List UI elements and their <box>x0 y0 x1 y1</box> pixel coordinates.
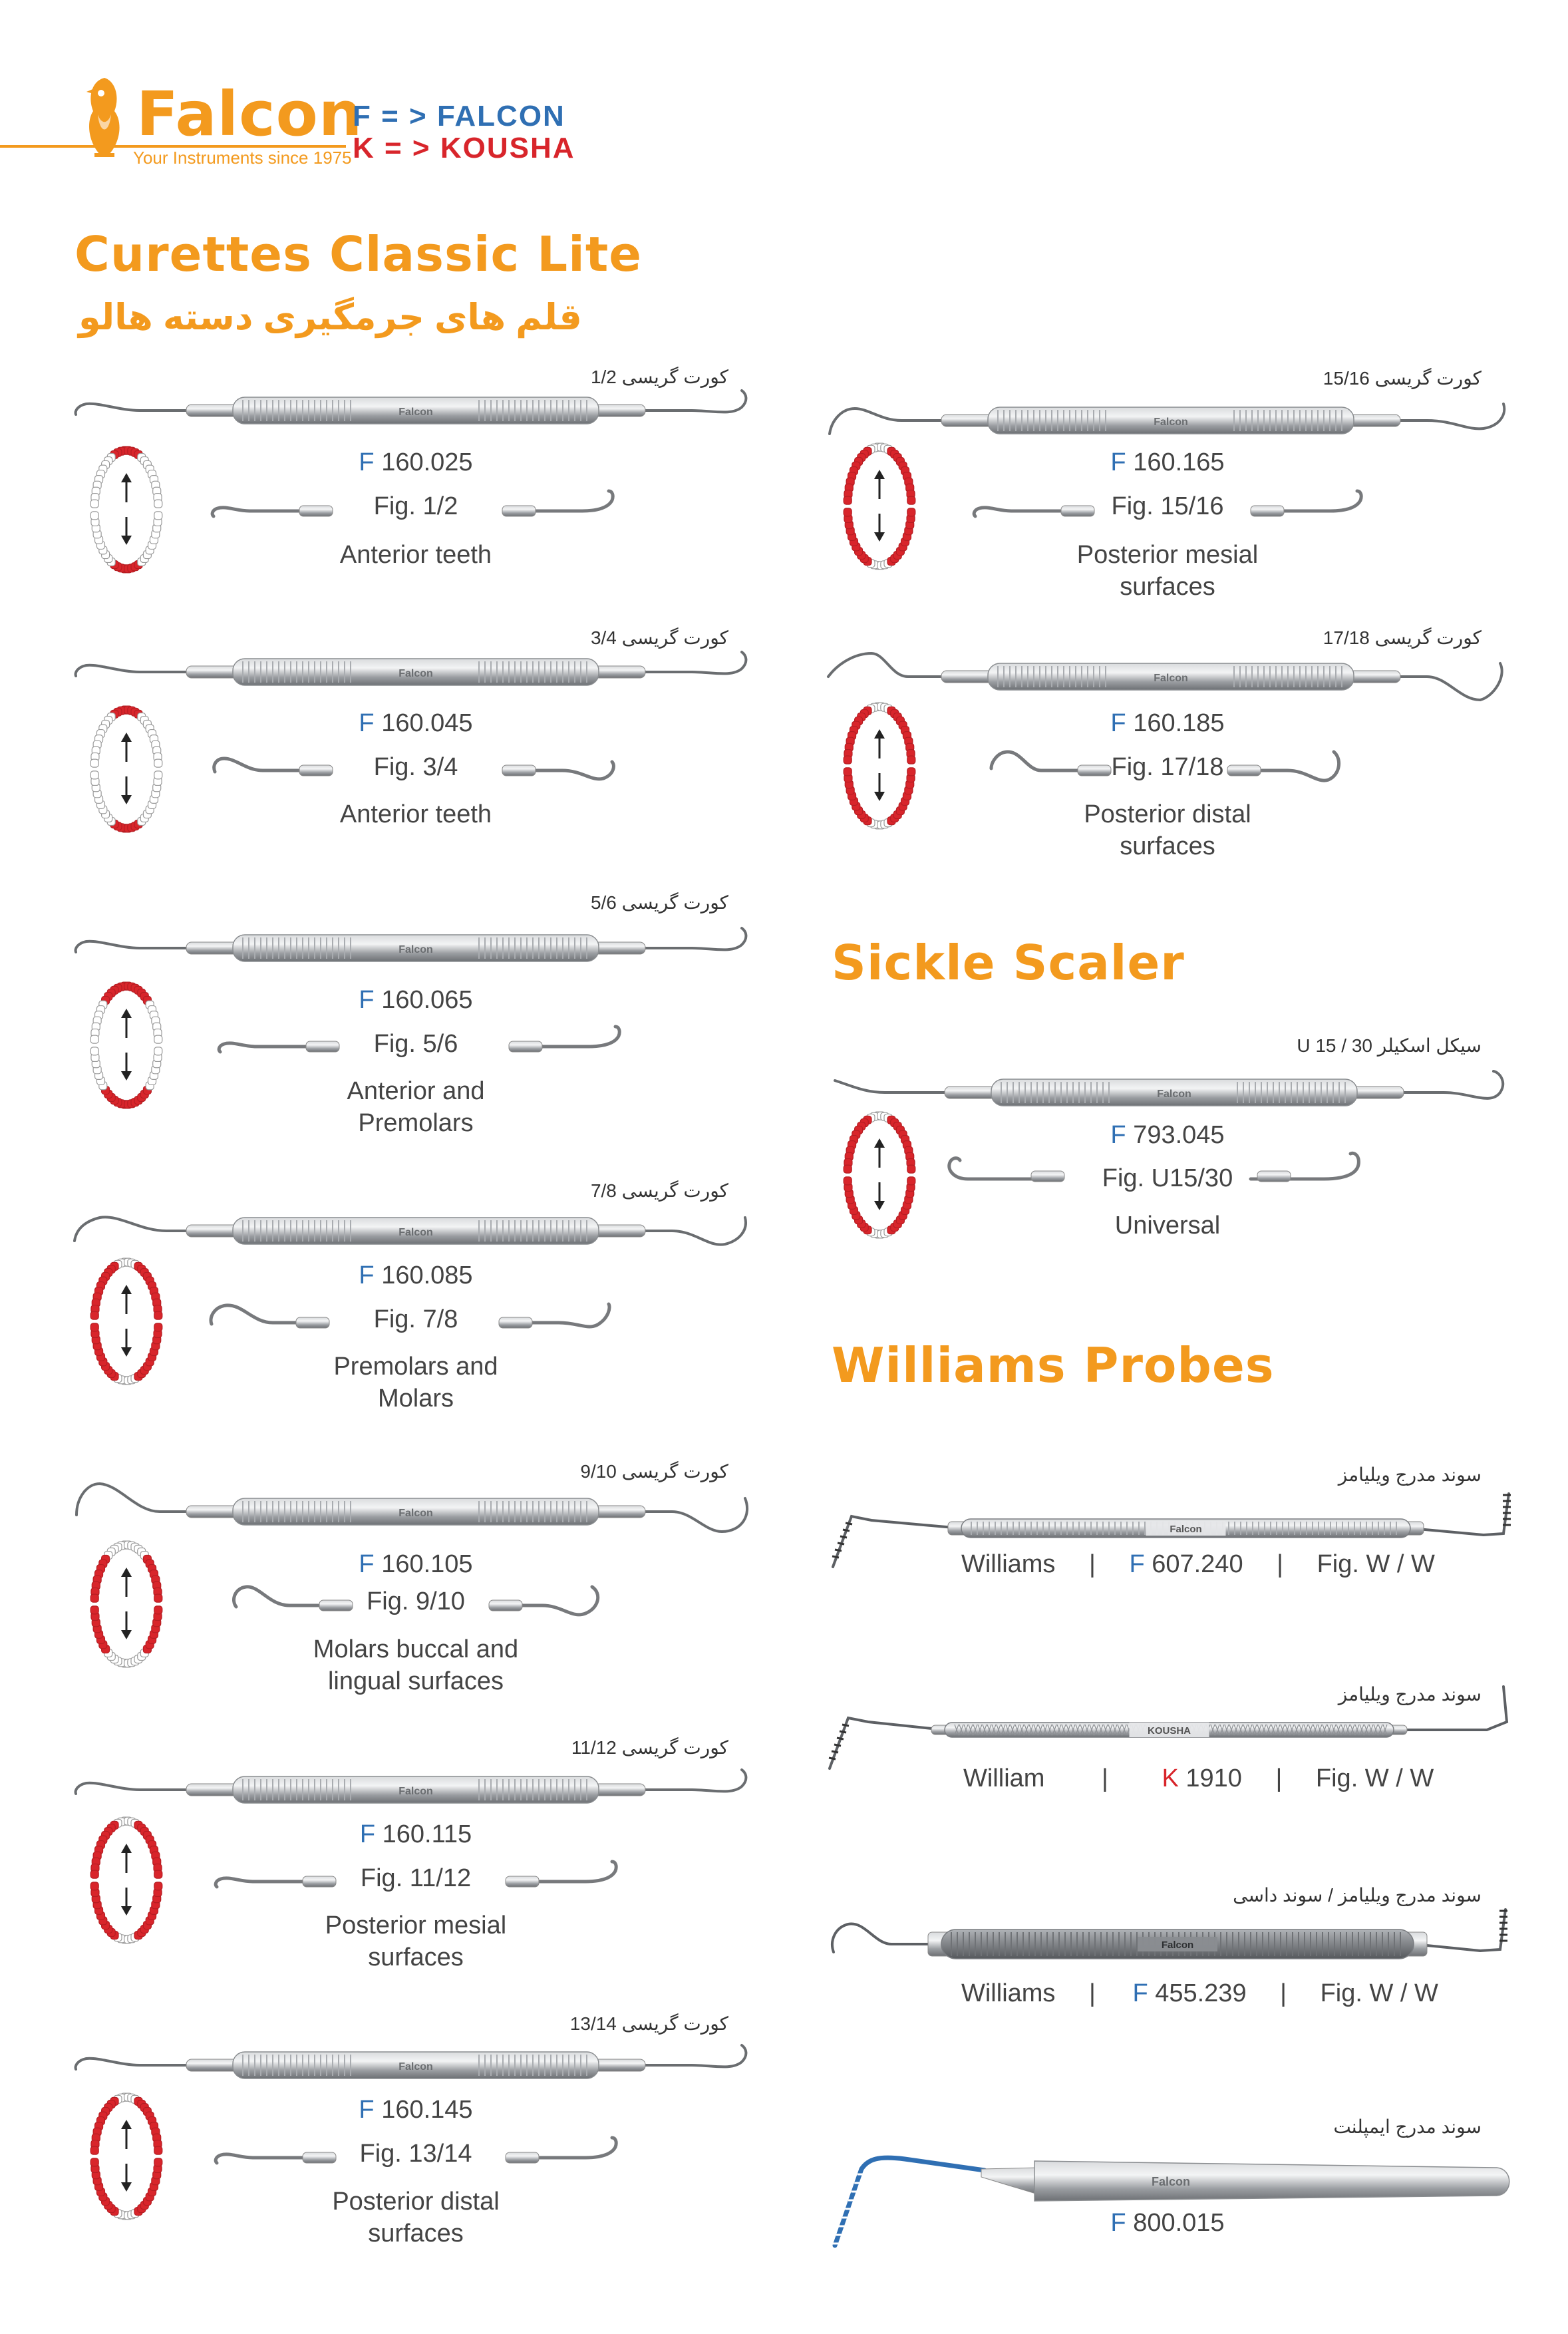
legend-falcon: F = > FALCON <box>353 100 565 132</box>
svg-text:Falcon: Falcon <box>398 1786 433 1797</box>
section-title-sickle-scaler: Sickle Scaler <box>832 935 1185 991</box>
product-code: F 793.045 <box>1110 1121 1225 1149</box>
falcon-bird-logo-icon <box>75 75 134 161</box>
curette-instrument-image <box>73 1762 758 1815</box>
usage-description: Anterior teeth <box>339 541 492 569</box>
product-code: F 160.115 <box>359 1820 472 1848</box>
svg-text:Falcon: Falcon <box>398 2061 433 2073</box>
curette-instrument-image <box>73 644 758 697</box>
williams-probe-image <box>828 1903 1513 1979</box>
usage-description: Posterior distal surfaces <box>1084 800 1251 860</box>
curette-farsi-label: کورت گریسی 9/10 <box>580 1461 728 1482</box>
curette-instrument-image <box>73 1484 758 1537</box>
figure-number: Fig. U15/30 <box>1102 1164 1233 1192</box>
usage-description: Molars buccal and lingual surfaces <box>313 1635 519 1695</box>
probe-info-row: Williams | F 455.239 | Fig. W / W <box>961 1979 1438 2007</box>
product-code: F 160.085 <box>359 1261 473 1289</box>
usage-description: Posterior distal surfaces <box>332 2188 500 2248</box>
curette-farsi-label: کورت گریسی 11/12 <box>571 1737 728 1758</box>
probe-info-row: Williams | F 607.240 | Fig. W / W <box>961 1550 1435 1578</box>
product-code: F 160.165 <box>1110 448 1225 476</box>
svg-text:Falcon: Falcon <box>1154 417 1188 428</box>
curette-instrument-image <box>73 383 758 436</box>
section-title-curettes: Curettes Classic Lite <box>75 226 643 282</box>
usage-description: Posterior mesial surfaces <box>1076 541 1259 601</box>
svg-text:KOUSHA: KOUSHA <box>1147 1725 1191 1737</box>
curette-instrument-image <box>828 649 1513 702</box>
svg-text:Falcon: Falcon <box>1170 1524 1202 1535</box>
curette-farsi-label: کورت گریسی 3/4 <box>590 627 728 648</box>
product-code: F 160.145 <box>359 2096 473 2124</box>
sickle-scaler-instrument-image <box>832 1065 1517 1118</box>
svg-text:Falcon: Falcon <box>398 1227 433 1238</box>
dental-arch-diagram-icon <box>840 1108 919 1244</box>
curette-farsi-label: کورت گریسی 1/2 <box>590 367 728 387</box>
svg-text:Falcon: Falcon <box>1151 2175 1191 2188</box>
usage-description: Premolars and Molars <box>333 1353 498 1413</box>
svg-text:Falcon: Falcon <box>398 944 433 955</box>
curette-farsi-label: کورت گریسی 13/14 <box>569 2013 728 2034</box>
svg-text:Falcon: Falcon <box>1157 1088 1191 1100</box>
figure-number: Fig. 13/14 <box>359 2140 472 2168</box>
probe-farsi-label: سوند مدرج ویلیامز <box>1338 1464 1482 1485</box>
section-title-curettes-farsi: قلم های جرمگیری دسته هالو <box>78 297 582 337</box>
curette-farsi-label: کورت گریسی 17/18 <box>1323 627 1482 648</box>
dental-arch-diagram-icon <box>86 1254 166 1391</box>
curette-instrument-image <box>73 1203 758 1256</box>
figure-number: Fig. 3/4 <box>373 753 458 781</box>
brand-tagline: Your Instruments since 1975 <box>133 148 352 168</box>
svg-text:Falcon: Falcon <box>1161 1939 1194 1951</box>
curette-farsi-label: کورت گریسی 7/8 <box>590 1180 728 1201</box>
figure-number: Fig. 5/6 <box>373 1030 458 1058</box>
dental-arch-diagram-icon <box>86 442 166 579</box>
product-code: F 160.105 <box>359 1550 473 1578</box>
curette-instrument-image <box>73 2037 758 2090</box>
usage-description: Anterior teeth <box>339 800 492 828</box>
dental-arch-diagram-icon <box>86 2089 166 2226</box>
figure-number: Fig. 7/8 <box>373 1305 458 1333</box>
curette-farsi-label: کورت گریسی 5/6 <box>590 892 728 913</box>
product-code: F 800.015 <box>1110 2209 1225 2237</box>
svg-text:Falcon: Falcon <box>398 407 433 418</box>
product-code: F 160.185 <box>1110 709 1225 737</box>
svg-text:Falcon: Falcon <box>398 1508 433 1519</box>
curette-farsi-label: کورت گریسی 15/16 <box>1323 368 1482 389</box>
dental-arch-diagram-icon <box>86 1537 166 1673</box>
dental-arch-diagram-icon <box>86 702 166 838</box>
figure-number: Fig. 11/12 <box>360 1864 472 1892</box>
legend-kousha: K = > KOUSHA <box>353 132 575 164</box>
probe-farsi-label: سوند مدرج ویلیامز / سوند داسی <box>1233 1885 1482 1906</box>
svg-text:Falcon: Falcon <box>398 668 433 679</box>
curette-instrument-image <box>73 920 758 973</box>
figure-number: Fig. 9/10 <box>367 1587 465 1615</box>
product-code: F 160.025 <box>359 448 473 476</box>
usage-description: Universal <box>1114 1212 1221 1240</box>
svg-text:Falcon: Falcon <box>1154 673 1188 684</box>
usage-description: Anterior and Premolars <box>347 1077 485 1137</box>
dental-arch-diagram-icon <box>840 439 919 576</box>
brand-logo-wordmark: Falcon <box>136 79 363 150</box>
probe-farsi-label: سوند مدرج ایمپلنت <box>1333 2116 1482 2137</box>
product-code: F 160.045 <box>359 709 473 737</box>
probe-info-row: William | K 1910 | Fig. W / W <box>963 1764 1434 1792</box>
sickle-farsi-label: سیکل اسکیلر U 15 / 30 <box>1297 1035 1482 1056</box>
dental-arch-diagram-icon <box>86 1813 166 1949</box>
williams-probe-image <box>828 1683 1513 1776</box>
usage-description: Posterior mesial surfaces <box>325 1912 507 1971</box>
section-title-williams-probes: Williams Probes <box>832 1337 1275 1393</box>
dental-arch-diagram-icon <box>86 978 166 1114</box>
curette-instrument-image <box>828 393 1513 446</box>
dental-arch-diagram-icon <box>840 699 919 835</box>
figure-number: Fig. 17/18 <box>1111 753 1224 781</box>
probe-farsi-label: سوند مدرج ویلیامز <box>1338 1684 1482 1705</box>
figure-number: Fig. 1/2 <box>373 492 458 520</box>
figure-number: Fig. 15/16 <box>1111 492 1224 520</box>
product-code: F 160.065 <box>359 986 473 1014</box>
